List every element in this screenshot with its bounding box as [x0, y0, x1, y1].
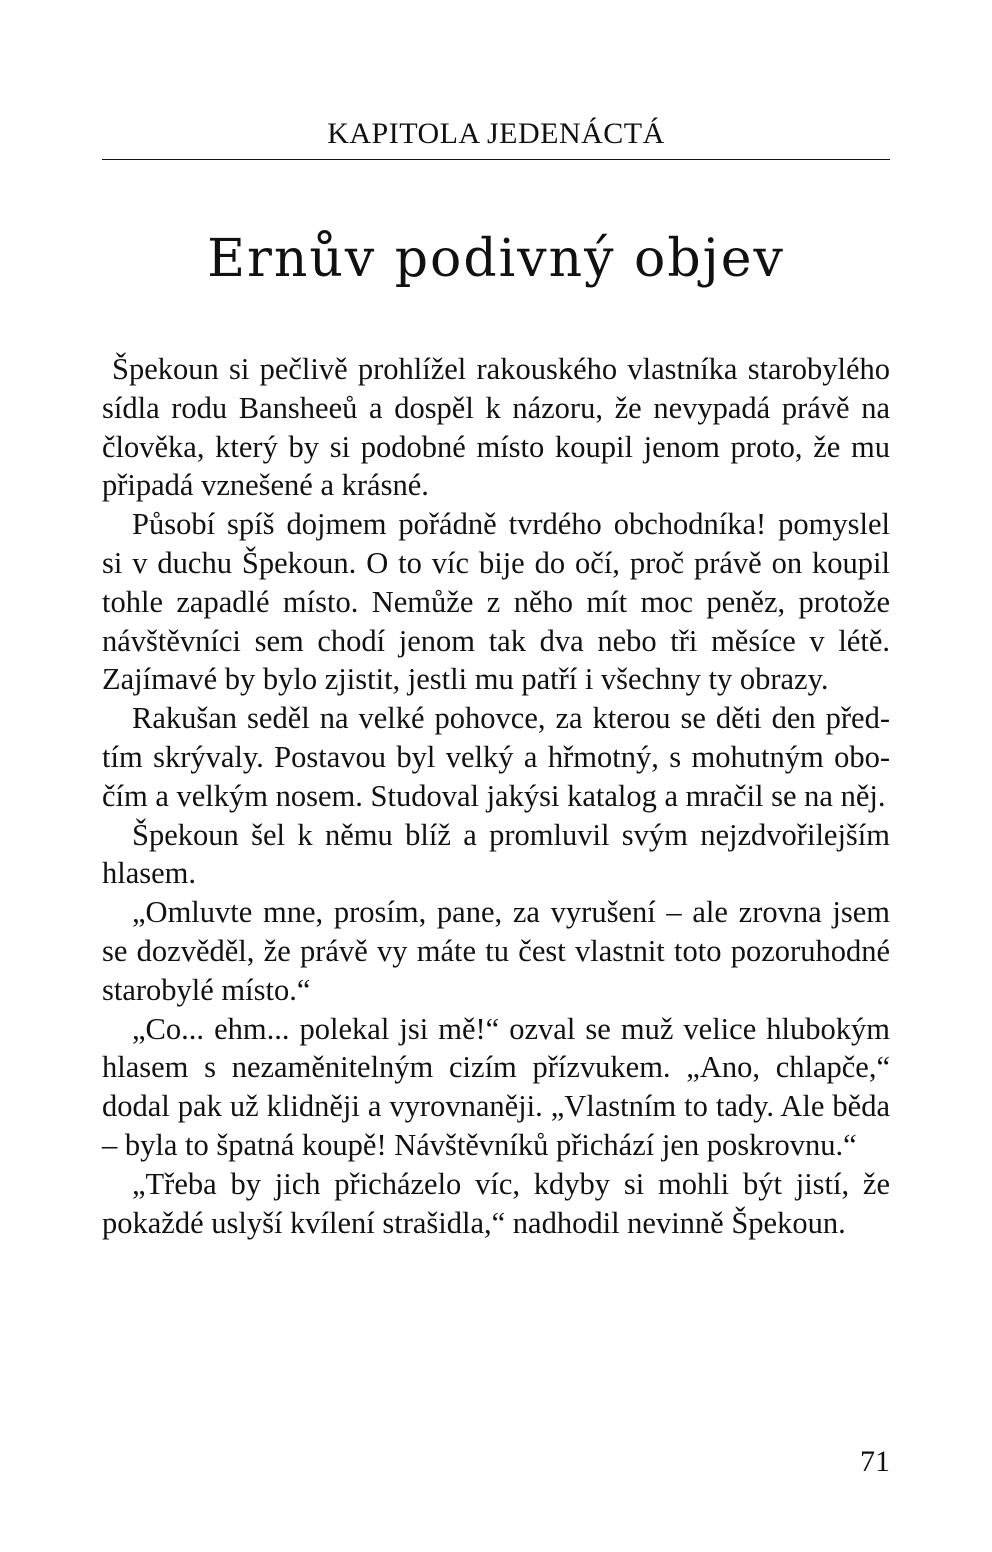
- chapter-label: KAPITOLA JEDENÁCTÁ: [327, 117, 665, 150]
- paragraph: Působí spíš dojmem pořádně tvrdého obchodníka! pomyslel si v duchu Špekoun. O to víc bije do očí, proč právě on koupil tohle zapadlé místo. Nemůže z něho mít moc peněz, protože návštěvníci sem chodí jenom tak dva nebo tři měsíce v létě. Zajímavé by bylo zjistit, jestli mu patří i všechny ty obrazy.: [102, 507, 890, 697]
- paragraph: Špekoun si pečlivě prohlížel rakouského vlastníka starobylého sídla rodu Bansheeů a dospěl k názoru, že nevypadá právě na člověka, který by si podobné místo koupil jenom proto, že mu připadá vznešené a krásné.: [102, 352, 890, 503]
- chapter-title: Ernův podivný objev: [207, 229, 785, 289]
- page-number: 71: [860, 1445, 890, 1478]
- header-divider: [102, 159, 890, 160]
- chapter-body: [102, 350, 890, 1242]
- paragraph: „Třeba by jich přicházelo víc, kdyby si mohli být jistí, že pokaždé uslyší kvílení strašidla,“ nadhodil nevinně Špekoun.: [102, 1166, 890, 1240]
- paragraph: „Omluvte mne, prosím, pane, za vyrušení – ale zrovna jsem se dozvěděl, že právě vy máte tu čest vlastnit toto pozoruhodné starobylé místo.“: [102, 895, 890, 1007]
- paragraph: Rakušan seděl na velké pohovce, za kterou se děti den předtím skrývaly. Postavou byl velký a hřmotný, s mohutným obočím a velkým nosem. Studoval jakýsi katalog a mračil se na něj.: [102, 701, 890, 813]
- paragraph: Špekoun šel k němu blíž a promluvil svým nejzdvořilejším hlasem.: [102, 817, 890, 891]
- paragraph: „Co... ehm... polekal jsi mě!“ ozval se muž velice hlubokým hlasem s nezaměnitelným cizím přízvukem. „Ano, chlapče,“ dodal pak už klidněji a vyrovnaněji. „Vlastním to tady. Ale běda – byla to špatná koupě! Návštěvníků přichází jen poskrovnu.“: [102, 1011, 890, 1162]
